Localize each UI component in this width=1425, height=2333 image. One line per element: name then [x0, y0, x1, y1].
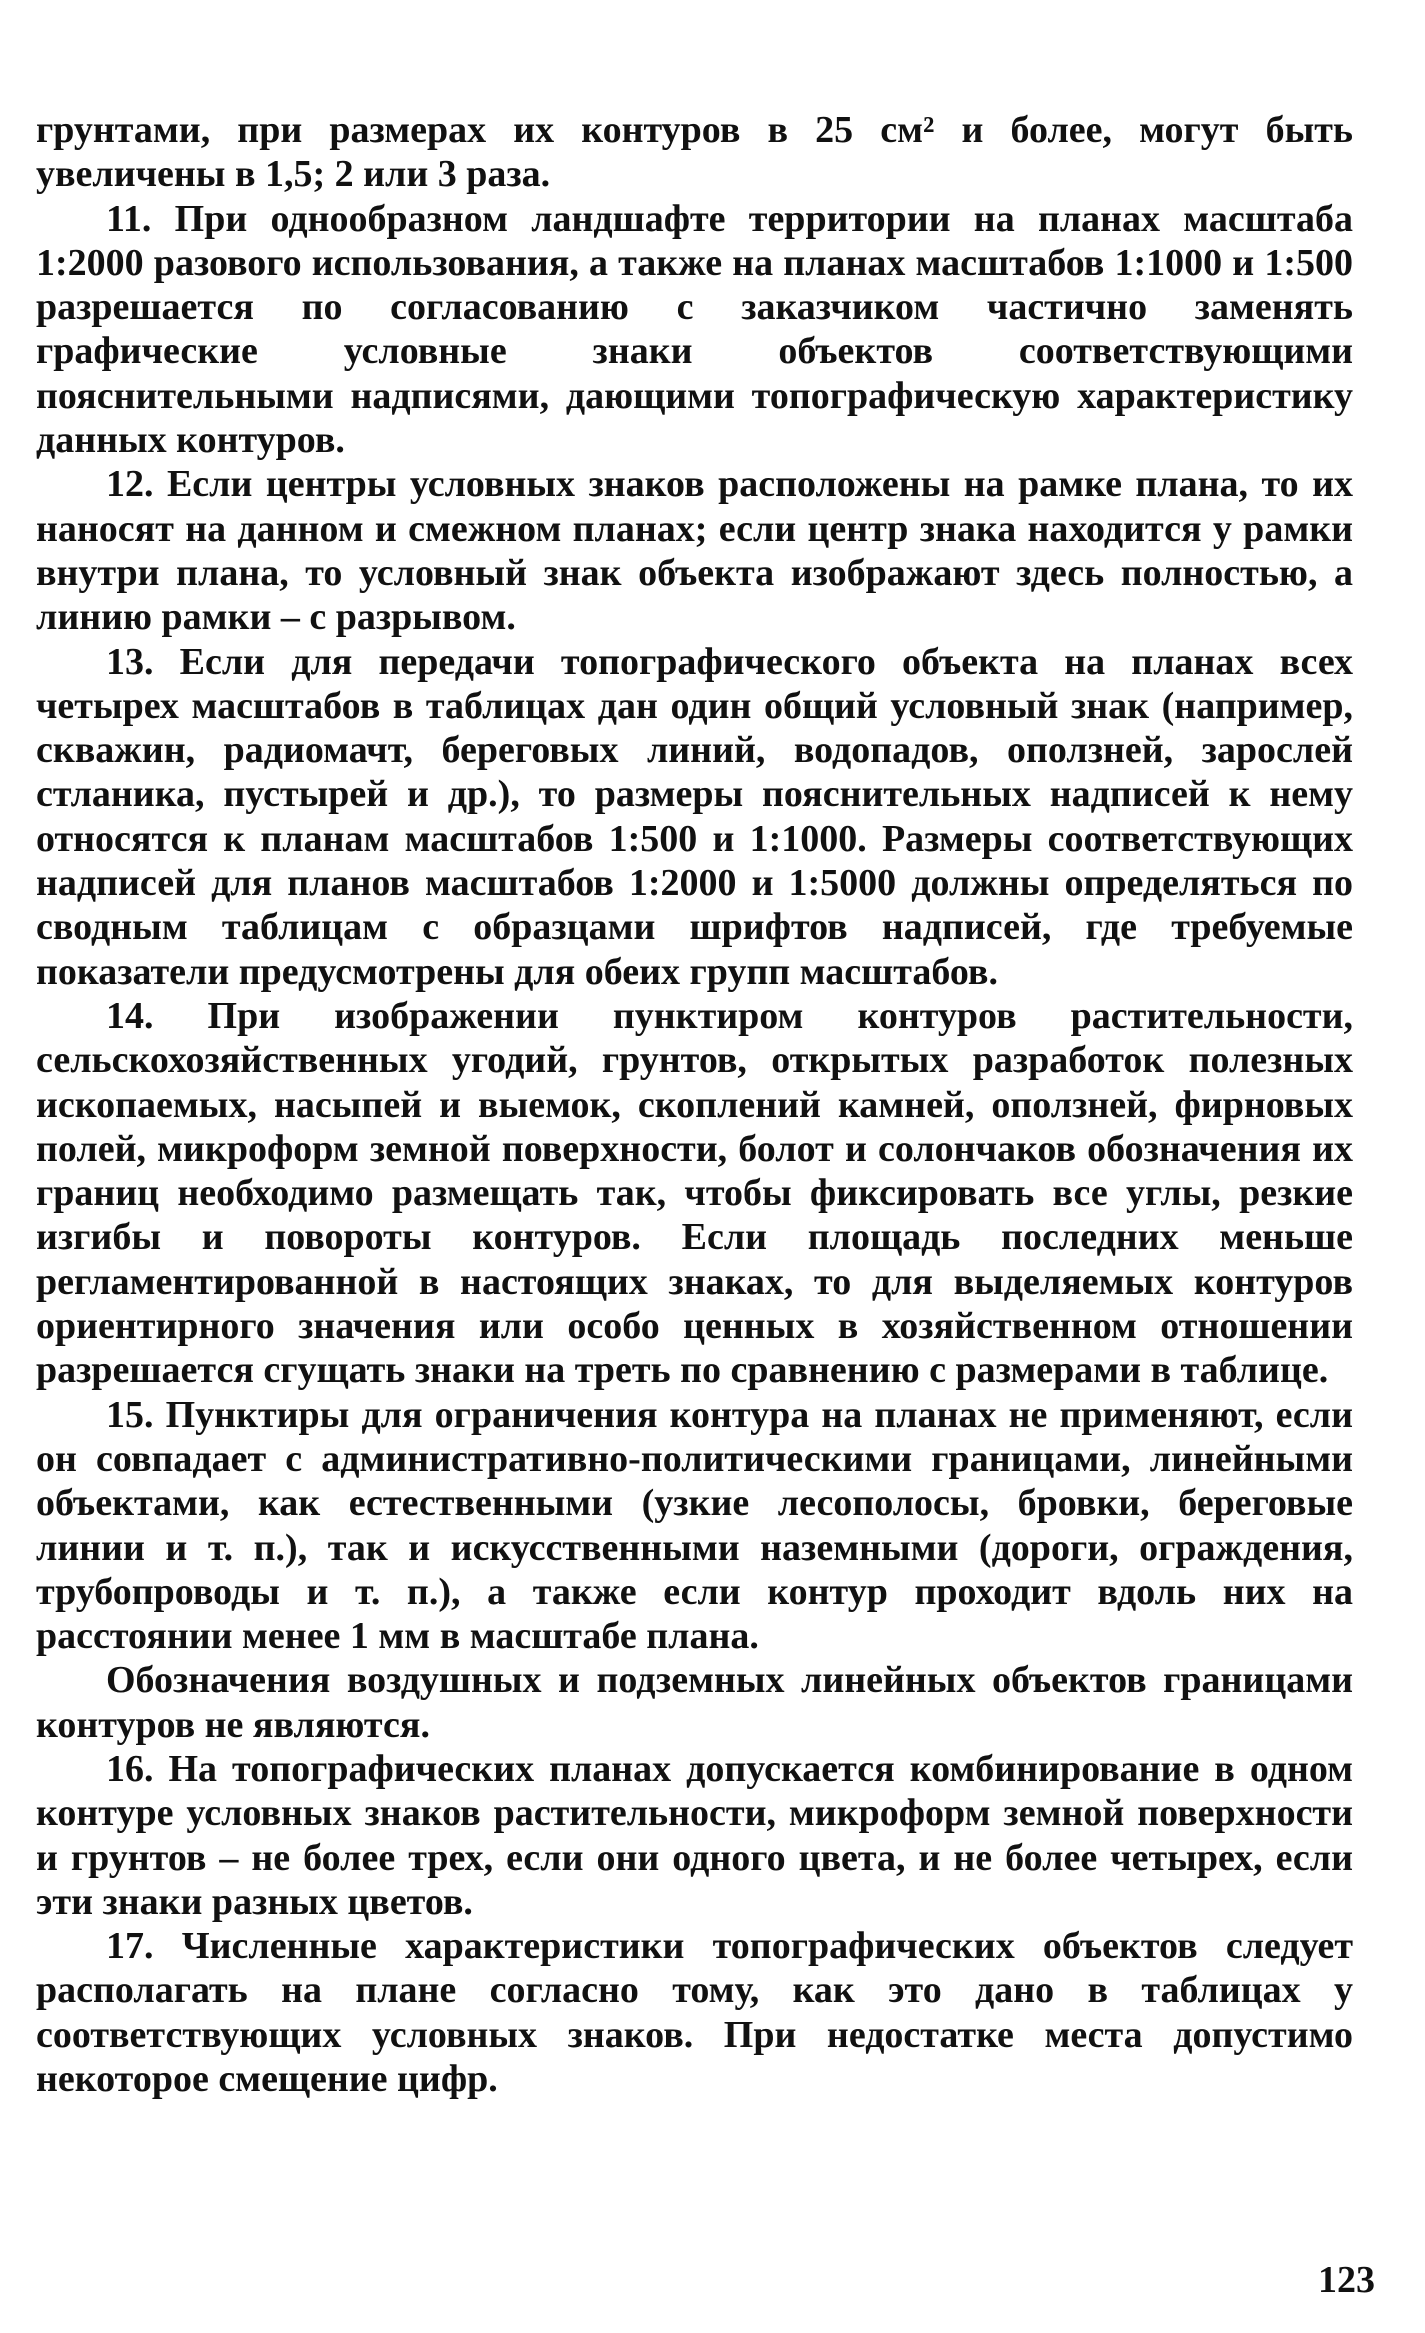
- paragraph-number: 11.: [106, 197, 152, 240]
- paragraph-text: Численные характеристики топографических объектов следует располагать на плане согласно тому, как это дано в таблицах у соответствующих условных знаков. При недостатке места допустимо некоторое смещение цифр.: [36, 1925, 1353, 2101]
- paragraph-number: 16.: [106, 1747, 154, 1790]
- document-body: [36, 108, 1353, 2101]
- paragraph-number: 12.: [106, 463, 154, 506]
- paragraph-number: 17.: [106, 1925, 154, 1968]
- page-number: 123: [1318, 2259, 1375, 2301]
- paragraph-text: При изображении пунктиром контуров растительности, сельскохозяйственных угодий, грунтов, открытых разработок полезных ископаемых, насыпей и выемок, скоплений камней, оползней, фирновых полей, микроформ земной поверхности, болот и солончаков обозначения их границ необходимо размещать так, чтобы фиксировать все углы, резкие изгибы и повороты контуров. Если площадь последних меньше регламентированной в настоящих знаках, то для выделяемых контуров ориентирного значения или особо ценных в хозяйственном отношении разрешается сгущать знаки на треть по сравнению с размерами в таблице.: [36, 994, 1353, 1392]
- paragraph-text: На топографических планах допускается комбинирование в одном контуре условных знаков растительности, микроформ земной поверхности и грунтов – не более трех, если они одного цвета, и не более четырех, если эти знаки разных цветов.: [36, 1747, 1353, 1923]
- paragraph-13: [36, 640, 1353, 994]
- paragraph-text: Если для передачи топографического объекта на планах всех четырех масштабов в таблицах дан один общий условный знак (например, скважин, радиомачт, береговых линий, водопадов, оползней, зарослей стланика, пустырей и др.), то размеры пояснительных надписей к нему относятся к планам масштабов 1:500 и 1:1000. Размеры соответствующих надписей для планов масштабов 1:2000 и 1:5000 должны определяться по сводным таблицам с образцами шрифтов надписей, где требуемые показатели предусмотрены для обеих групп масштабов.: [36, 640, 1353, 993]
- paragraph-12: [36, 462, 1353, 639]
- paragraph-text: Пунктиры для ограничения контура на планах не применяют, если он совпадает с административно-политическими границами, линейными объектами, как естественными (узкие лесополосы, бровки, береговые линии и т. п.), так и искусственными наземными (дороги, ограждения, трубопроводы и т. п.), а также если контур проходит вдоль них на расстоянии менее 1 мм в масштабе плана.: [36, 1393, 1353, 1658]
- paragraph-continuation: [36, 108, 1353, 197]
- paragraph-11: [36, 197, 1353, 463]
- paragraph-16: [36, 1747, 1353, 1924]
- paragraph-text: грунтами, при размерах их контуров в 25 см² и более, могут быть увеличены в 1,5; 2 или 3 раза.: [36, 109, 1353, 196]
- paragraph-15-note: [36, 1658, 1353, 1747]
- paragraph-text: Обозначения воздушных и подземных линейных объектов границами контуров не являются.: [36, 1659, 1353, 1746]
- paragraph-14: [36, 994, 1353, 1393]
- paragraph-15: [36, 1393, 1353, 1659]
- paragraph-text: Если центры условных знаков расположены на рамке плана, то их наносят на данном и смежном планах; если центр знака находится у рамки внутри плана, то условный знак объекта изображают здесь полностью, а линию рамки – с разрывом.: [36, 463, 1353, 639]
- paragraph-number: 15.: [106, 1393, 154, 1436]
- paragraph-number: 13.: [106, 640, 154, 683]
- paragraph-17: [36, 1924, 1353, 2101]
- paragraph-number: 14.: [106, 994, 154, 1037]
- paragraph-text: При однообразном ландшафте территории на планах масштаба 1:2000 разового использования, а также на планах масштабов 1:1000 и 1:500 разрешается по согласованию с заказчиком частично заменять графические условные знаки объектов соответствующими пояснительными надписями, дающими топографическую характеристику данных контуров.: [36, 197, 1353, 462]
